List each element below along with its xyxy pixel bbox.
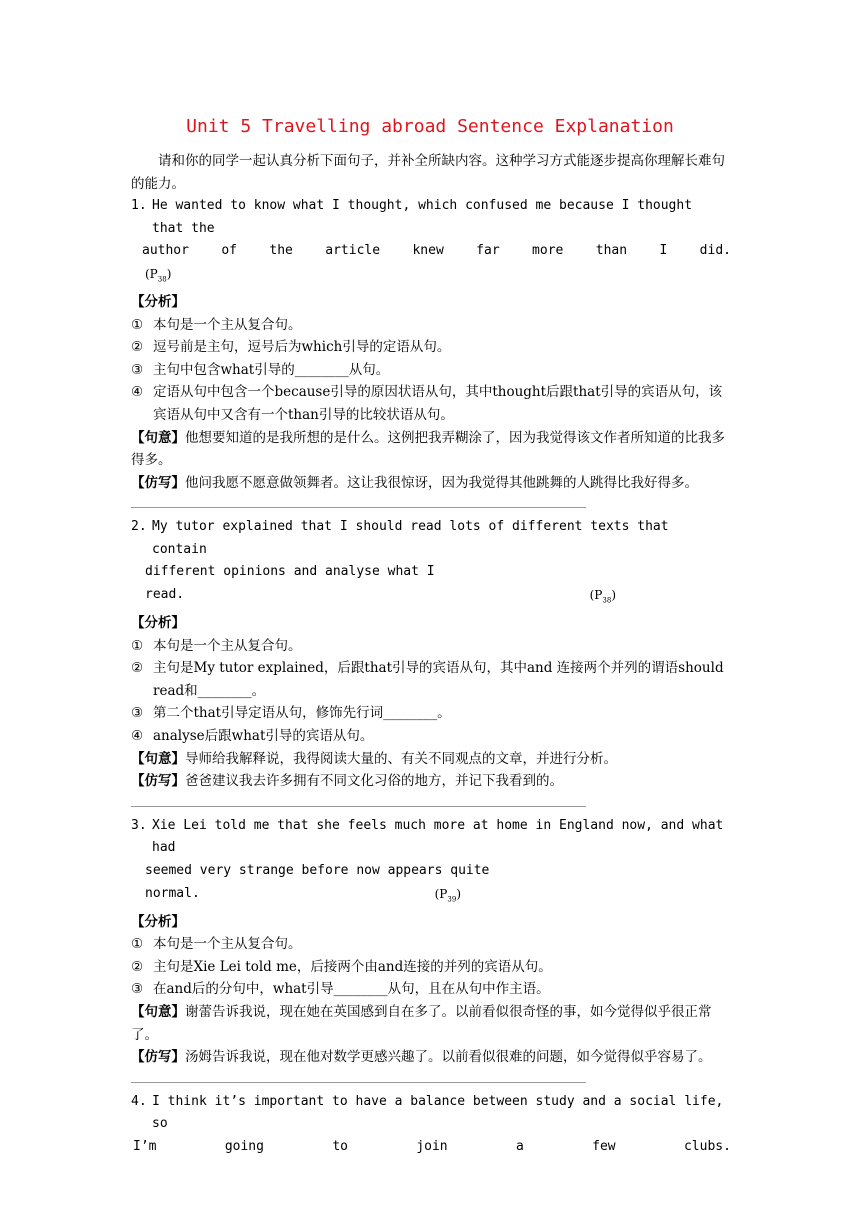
question-number: 1. (131, 198, 147, 214)
analysis-item: ① 本句是一个主从复合句。 (131, 936, 302, 953)
sentence-line: Xie Lei told me that she feels much more at home in England now, and what had (152, 817, 724, 856)
imitate-paragraph: 【仿写】爸爸建议我去许多拥有不同文化习俗的地方，并记下我看到的。 (131, 773, 563, 790)
sentence-line: seemed very strange before now appears quite (145, 863, 490, 878)
sentence-line-justified: I’m going to join a few clubs. (133, 1138, 731, 1154)
analysis-label: 【分析】 (131, 615, 185, 632)
question-number: 2. (131, 519, 147, 535)
sentence-line: He wanted to know what I thought, which confused me because I thought that the (152, 198, 693, 236)
section-divider (131, 806, 586, 807)
analysis-label: 【分析】 (131, 293, 185, 310)
analysis-item: ④ 定语从句中包含一个because引导的原因状语从句，其中thought后跟that引导的宾语从句，该宾语从句中又含有一个than引导的比较状语从句。 (131, 384, 723, 423)
sentence-line: normal. (145, 885, 200, 901)
analysis-item: ① 本句是一个主从复合句。 (131, 316, 302, 333)
question-3 (131, 815, 731, 1069)
analysis-label: 【分析】 (131, 913, 185, 930)
sentence-line-justified: author of the article knew far more than I did. (142, 243, 731, 259)
question-2 (131, 516, 731, 793)
document-title: Unit 5 Travelling abroad Sentence Explanation (186, 116, 674, 137)
meaning-paragraph: 【句意】谢蕾告诉我说，现在她在英国感到自在多了。以前看似很奇怪的事，如今觉得似乎很正常了。 (131, 1003, 712, 1043)
analysis-item: ① 本句是一个主从复合句。 (131, 637, 302, 654)
analysis-item: ③ 第二个that引导定语从句，修饰先行词________。 (131, 705, 451, 722)
meaning-paragraph: 【句意】他想要知道的是我所想的是什么。这例把我弄糊涂了，因为我觉得该文作者所知道的比我多得多。 (131, 429, 725, 469)
imitate-paragraph: 【仿写】汤姆告诉我说，现在他对数学更感兴趣了。以前看似很难的问题，如今觉得似乎容易了。 (131, 1049, 712, 1066)
analysis-item: ② 主句是Xie Lei told me，后接两个由and连接的并列的宾语从句。 (131, 958, 552, 975)
page-reference: $(P_{38})$ (145, 266, 172, 284)
sentence-line: My tutor explained that I should read lots of different texts that contain (152, 519, 669, 557)
sentence-line: different opinions and analyse what I (145, 564, 435, 580)
analysis-item: ② 主句是My tutor explained，后跟that引导的宾语从句，其中and 连接两个并列的谓语should read和________。 (131, 660, 724, 699)
question-number: 3. (131, 817, 147, 833)
analysis-item: ② 逗号前是主句，逗号后为which引导的定语从句。 (131, 339, 451, 356)
analysis-item: ③ 在and后的分句中，what引导________从句，且在从句中作主语。 (131, 981, 550, 998)
analysis-item: ④ analyse后跟what引导的宾语从句。 (131, 728, 374, 745)
section-divider (131, 507, 586, 508)
question-number: 4. (131, 1093, 147, 1109)
document-body (131, 150, 731, 1159)
question-4 (131, 1091, 731, 1159)
intro-paragraph: 请和你的同学一起认真分析下面句子，并补全所缺内容。这种学习方式能逐步提高你理解长难句的能力。 (131, 153, 725, 192)
section-divider (131, 1082, 586, 1083)
sentence-line: read. (145, 587, 185, 603)
imitate-paragraph: 【仿写】他问我愿不愿意做领舞者。这让我很惊讶，因为我觉得其他跳舞的人跳得比我好得多。 (131, 474, 698, 491)
sentence-line: I think it’s important to have a balance between study and a social life, so (152, 1093, 724, 1132)
analysis-item: ③ 主句中包含what引导的________从句。 (131, 361, 390, 378)
question-1 (131, 195, 731, 494)
meaning-paragraph: 【句意】导师给我解释说，我得阅读大量的、有关不同观点的文章，并进行分析。 (131, 750, 617, 767)
page-reference: $(P_{38})$ (589, 588, 616, 605)
page-reference: $(P_{39})$ (434, 886, 461, 903)
